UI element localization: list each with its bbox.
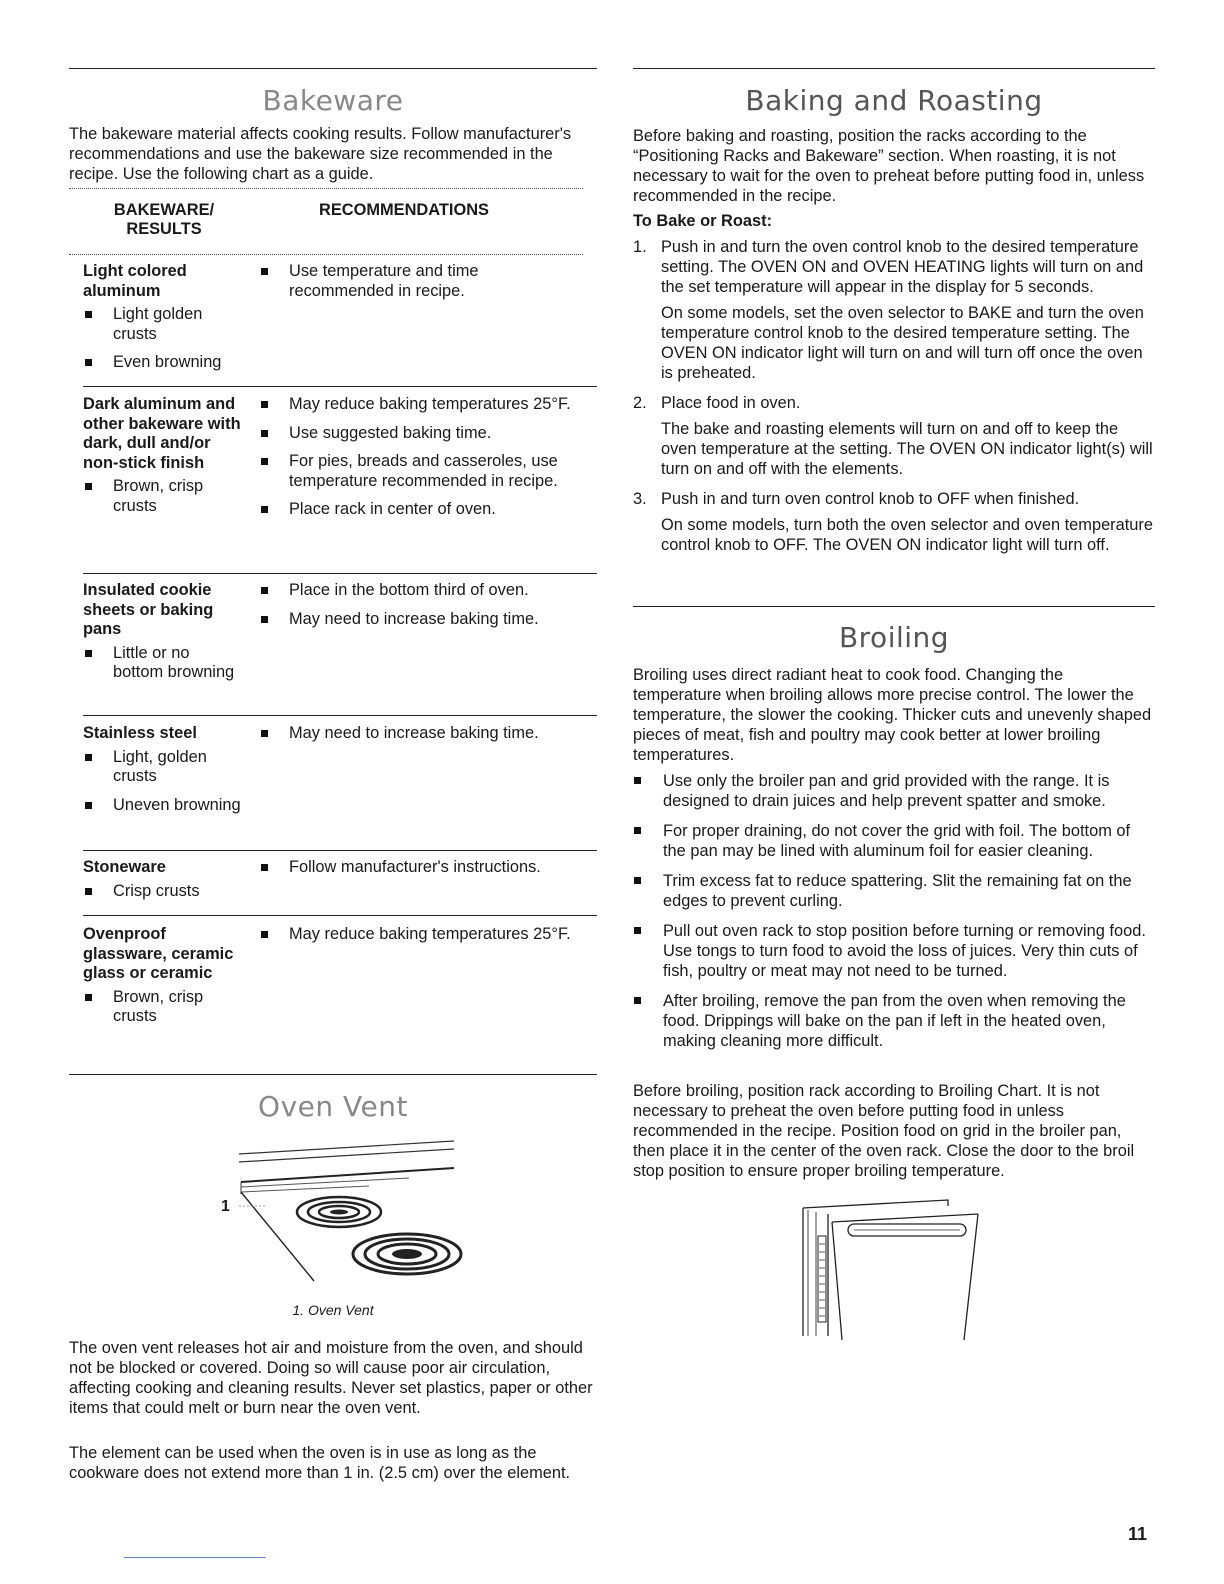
bakeware-title: Bakeware	[262, 84, 404, 117]
bake-steps	[633, 237, 1155, 565]
rec-item: Follow manufacturer's instructions.	[259, 858, 579, 878]
table-row	[83, 724, 243, 824]
result-item: Even browning	[83, 353, 243, 373]
step-note: On some models, turn both the oven selector and oven temperature control knob to OFF. The OVEN ON indicator light will turn off.	[661, 516, 1153, 554]
table-head-rule	[69, 254, 583, 255]
row-divider	[83, 715, 597, 716]
result-item: Light golden crusts	[83, 305, 243, 344]
broiling-title: Broiling	[838, 621, 950, 654]
material-name: Stoneware	[83, 858, 166, 876]
row-divider	[83, 850, 597, 851]
row-divider	[83, 386, 597, 387]
rec-item: For pies, breads and casseroles, use temperature recommended in recipe.	[259, 452, 579, 491]
oven-vent-para-2: The element can be used when the oven is in use as long as the cookware does not extend more than 1 in. (2.5 cm) over the element.	[69, 1444, 571, 1482]
table-row-recs	[259, 925, 579, 954]
list-item	[633, 489, 1155, 555]
footer-line	[124, 1557, 266, 1558]
oven-vent-para-1: The oven vent releases hot air and moisture from the oven, and should not be blocked or covered. Doing so will cause poor air circulation, affecting cooking and cleaning results. Never set plastics, paper or other items that could melt or burn near the oven vent.	[69, 1339, 593, 1417]
result-item: Light, golden crusts	[83, 748, 243, 787]
list-item: Use only the broiler pan and grid provided with the range. It is designed to drain juices and help prevent spatter and smoke.	[633, 771, 1155, 811]
material-name: Ovenproof glassware, ceramic glass or ceramic	[83, 925, 234, 982]
bake-roast-subhead: To Bake or Roast:	[633, 212, 773, 230]
section-rule	[69, 1074, 597, 1075]
material-name: Stainless steel	[83, 724, 197, 742]
col-head-recommendations: RECOMMENDATIONS	[319, 201, 489, 219]
page-number: 11	[1128, 1524, 1148, 1544]
table-row	[83, 395, 243, 525]
list-item	[633, 393, 1155, 479]
step-number: 1.	[633, 238, 647, 256]
oven-door-broil-stop-illustration	[798, 1196, 998, 1342]
broiling-outro: Before broiling, position rack according to Broiling Chart. It is not necessary to preheat the oven before putting food in unless recommended in the recipe. Position food on grid in the broiler pan, then place it in the center of the oven rack. Close the door to the broil stop position to ensure proper broiling temperature.	[633, 1082, 1135, 1180]
rec-item: Use suggested baking time.	[259, 424, 579, 444]
step-note: The bake and roasting elements will turn on and off to keep the oven temperature at the setting. The OVEN ON indicator light(s) will turn on and off with the elements.	[661, 420, 1153, 478]
table-row-recs	[259, 581, 579, 638]
result-item: Brown, crisp crusts	[83, 988, 243, 1027]
list-item: Pull out oven rack to stop position before turning or removing food. Use tongs to turn food to avoid the loss of juices. Very thin cuts of fish, poultry or meat may not need to be turned.	[633, 921, 1155, 981]
result-item: Crisp crusts	[83, 882, 243, 902]
rec-item: Place in the bottom third of oven.	[259, 581, 579, 601]
table-row-recs	[259, 724, 579, 753]
rec-item: May need to increase baking time.	[259, 610, 579, 630]
step-number: 2.	[633, 394, 647, 412]
section-rule	[633, 606, 1155, 607]
row-divider	[83, 915, 597, 916]
list-item	[633, 237, 1155, 383]
baking-roasting-title: Baking and Roasting	[745, 84, 1043, 117]
material-name: Light colored aluminum	[83, 262, 187, 300]
table-row-recs	[259, 395, 579, 529]
row-divider	[83, 573, 597, 574]
section-rule	[69, 68, 597, 69]
list-item: Trim excess fat to reduce spattering. Slit the remaining fat on the edges to prevent curling.	[633, 871, 1155, 911]
material-name: Insulated cookie sheets or baking pans	[83, 581, 214, 638]
callout-number: 1	[221, 1198, 230, 1215]
broiling-intro: Broiling uses direct radiant heat to cook food. Changing the temperature when broiling allows more precise control. The lower the temperature, the slower the cooking. Thicker cuts and unevenly shaped pieces of meat, fish and poultry may cook better at lower broiling temperatures.	[633, 666, 1152, 764]
table-row	[83, 858, 243, 910]
step-number: 3.	[633, 490, 647, 508]
step-text: Push in and turn oven control knob to OFF when finished.	[661, 490, 1080, 508]
step-text: Place food in oven.	[661, 394, 801, 412]
rec-item: Place rack in center of oven.	[259, 500, 579, 520]
table-row	[83, 925, 243, 1036]
rec-item: May need to increase baking time.	[259, 724, 579, 744]
baking-roasting-intro: Before baking and roasting, position the racks according to the “Positioning Racks and Bakeware” section. When roasting, it is not necessary to wait for the oven to preheat before putting food in, unless recommended in the recipe.	[633, 127, 1145, 205]
rec-item: May reduce baking temperatures 25°F.	[259, 925, 579, 945]
broiling-tips	[633, 771, 1155, 1061]
table-row-recs	[259, 262, 579, 310]
result-item: Brown, crisp crusts	[83, 477, 243, 516]
result-item: Little or no bottom browning	[83, 644, 243, 683]
burner-coil-large-icon	[353, 1234, 461, 1274]
result-item: Uneven browning	[83, 796, 243, 816]
figure-caption: 1. Oven Vent	[292, 1302, 374, 1318]
table-row-recs	[259, 858, 579, 887]
step-text: Push in and turn the oven control knob to the desired temperature setting. The OVEN ON and OVEN HEATING lights will turn on and the set temperature will appear in the display for 5 seconds.	[661, 238, 1144, 296]
col-head-bakeware: BAKEWARE/ RESULTS	[113, 201, 215, 238]
oven-vent-illustration	[209, 1136, 469, 1286]
oven-vent-title: Oven Vent	[258, 1090, 408, 1123]
list-item: For proper draining, do not cover the grid with foil. The bottom of the pan may be lined with aluminum foil for easier cleaning.	[633, 821, 1155, 861]
section-rule	[633, 68, 1155, 69]
material-name: Dark aluminum and other bakeware with dark, dull and/or non-stick finish	[83, 395, 241, 472]
burner-coil-small-icon	[297, 1197, 381, 1227]
bakeware-intro: The bakeware material affects cooking results. Follow manufacturer's recommendations and use the bakeware size recommended in the recipe. Use the following chart as a guide.	[69, 125, 572, 183]
list-item: After broiling, remove the pan from the oven when removing the food. Drippings will bake on the pan if left in the heated oven, making cleaning more difficult.	[633, 991, 1155, 1051]
rec-item: Use temperature and time recommended in recipe.	[259, 262, 579, 301]
table-row	[83, 262, 243, 382]
table-top-rule	[69, 188, 583, 189]
step-note: On some models, set the oven selector to BAKE and turn the oven temperature control knob to the desired temperature setting. The OVEN ON indicator light will turn on and will turn off once the oven is preheated.	[661, 304, 1144, 382]
table-row	[83, 581, 243, 692]
rec-item: May reduce baking temperatures 25°F.	[259, 395, 579, 415]
